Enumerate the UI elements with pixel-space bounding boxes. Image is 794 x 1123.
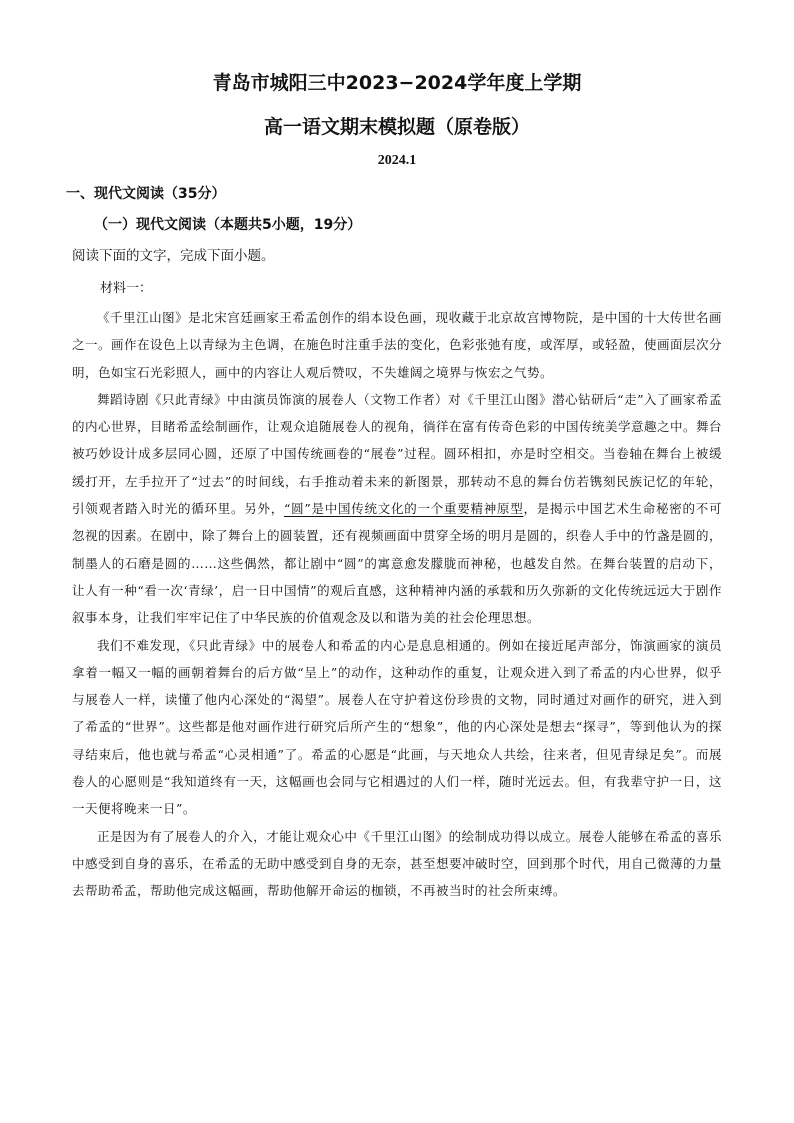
material-label: 材料一： (100, 281, 153, 296)
exam-subtitle: 高一语文期末模拟题（原卷版） (263, 116, 530, 138)
reading-instruction: 阅读下面的文字，完成下面小题。 (72, 248, 275, 264)
article-body (72, 304, 722, 905)
underlined-phrase: “圆”是中国传统文化的一个重要精神原型 (283, 501, 524, 517)
paragraph-3: 我们不难发现，《只此青绿》中的展卷人和希孟的内心是息息相通的。例如在接近尾声部分，饰演画家的演员拿着一幅又一幅的画朝着舞台的后方做“呈上”的动作，这种动作的重复，让观众进入到了希孟的内心世界，似乎与展卷人一样，读懂了他内心深处的“渴望”。展卷人在守护着这份珍贵的文物，同时通过对画作的研究，进入到了希孟的“世界”。这些都是他对画作进行研究后所产生的“想象”，他的内心深处是想去“探寻”，等到他认为的探寻结束后，他也就与希孟“心灵相通”了。希孟的心愿是“此画，与天地众人共绘，往来者，但见青绿足矣”。而展卷人的心愿则是“我知道终有一天，这幅画也会同与它相遇过的人们一样，随时光远去。但，有我辈守护一日，这一天便将晚来一日”。 (72, 637, 722, 817)
paragraph-2 (72, 386, 722, 632)
section-heading: 一、现代文阅读（35分） (66, 186, 226, 202)
subsection-heading: （一）现代文阅读（本题共5小题，19分） (94, 217, 362, 233)
paragraph-4: 正是因为有了展卷人的介入，才能让观众心中《千里江山图》的绘制成功得以成立。展卷人能够在希孟的喜乐中感受到自身的喜乐，在希孟的无助中感受到自身的无奈，甚至想要冲破时空，回到那个时代，用自己微薄的力量去帮助希孟，帮助他完成这幅画，帮助他解开命运的枷锁，不再被当时的社会所束缚。 (72, 828, 723, 899)
exam-date: 2024.1 (377, 153, 417, 168)
paragraph-2-before: 舞蹈诗剧《只此青绿》中由演员饰演的展卷人（文物工作者）对《千里江山图》潜心钻研后“走”入了画家希孟的内心世界，目睹希孟绘制画作，让观众追随展卷人的视角，徜徉在富有传奇色彩的中国传统美学意趣之中。舞台被巧妙设计成多层同心圆，还原了中国传统画卷的“展卷”过程。圆环相扣，亦是时空相交。当卷轴在舞台上被缓缓打开，左手拉开了“过去”的时间线，右手推动着未来的新图景，那转动不息的舞台仿若镌刻民族记忆的年轮，引领观者踏入时光的循环里。另外， (72, 391, 723, 517)
exam-title: 青岛市城阳三中2023−2024学年度上学期 (212, 72, 582, 94)
paragraph-1: 《千里江山图》是北宋宫廷画家王希孟创作的绢本设色画，现收藏于北京故宫博物院，是中国的十大传世名画之一。画作在设色上以青绿为主色调，在施色时注重手法的变化，色彩张弛有度，或浑厚，或轻盈，使画面层次分明，色如宝石光彩照人，画中的内容让人观后赞叹，不失雄阔之境界与恢宏之气势。 (72, 310, 723, 380)
paragraph-2-after: ，是揭示中国艺术生命秘密的不可忽视的因素。在剧中，除了舞台上的圆装置，还有视频画面中贯穿全场的明月是圆的，织卷人手中的竹盏是圆的，制墨人的石磨是圆的……这些偶然，都让剧中“圆”的寓意愈发朦胧而神秘，也越发自然。在舞台装置的启动下，让人有一种“看一次‘青绿’，启一日中国情”的观后直感，这种精神内涵的承载和历久弥新的文化传统远远大于剧作叙事本身，让我们牢牢记住了中华民族的价值观念及以和谐为美的社会伦理思想。 (72, 501, 723, 626)
